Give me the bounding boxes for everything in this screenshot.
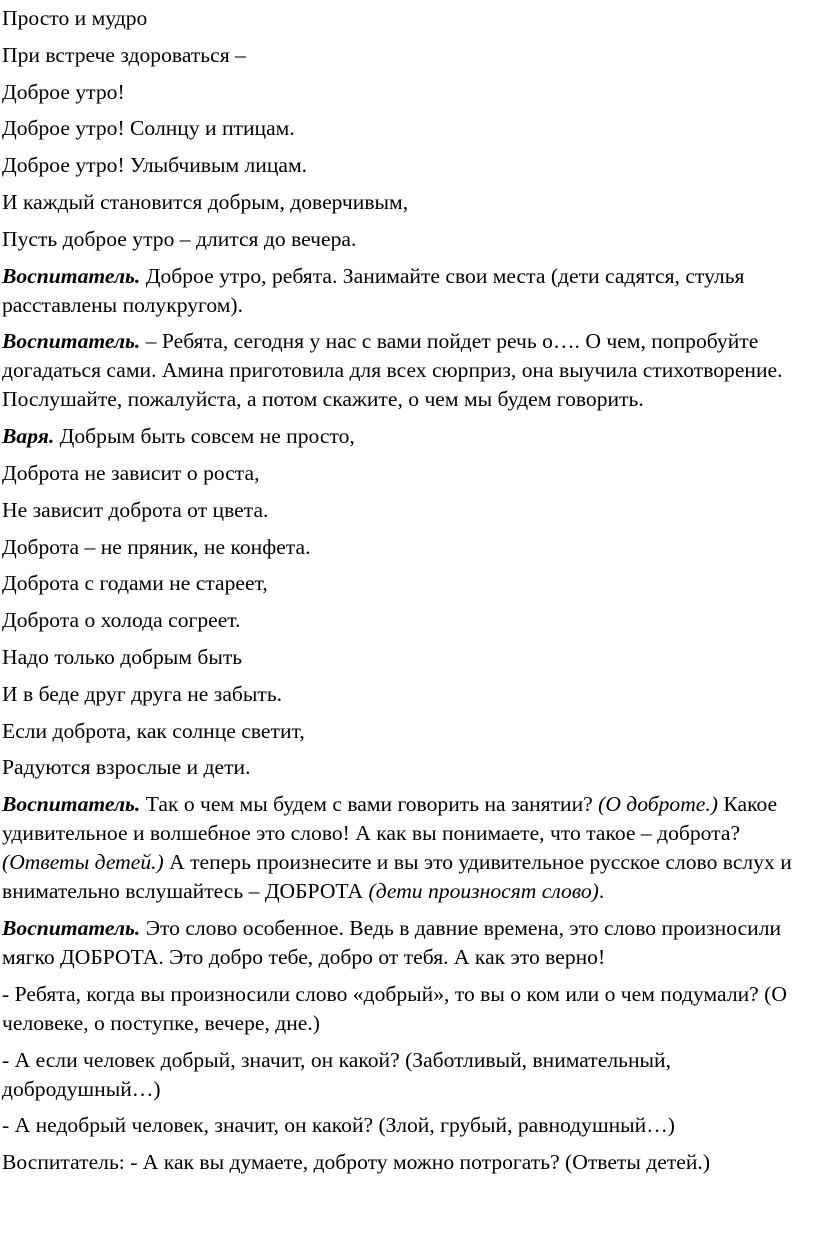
poem-line: И в беде друг друга не забыть. [2, 681, 283, 706]
poem-line: Радуются взрослые и дети. [2, 755, 251, 780]
paragraph-text: А теперь произнесите и вы это удивительное русское слово вслух и внимательно вслушайтесь – ДОБРОТА [2, 850, 792, 904]
varya-poem-first-line [2, 422, 814, 451]
poem-line: Если доброта, как солнце светит, [2, 718, 305, 743]
question-line: - А если человек добрый, значит, он какой? (Заботливый, внимательный, добродушный…) [2, 1047, 671, 1101]
paragraph-text: Это слово особенное. Ведь в давние времена, это слово произносили мягко ДОБРОТА. Это добро тебе, добро от тебя. А как это верно! [2, 915, 782, 969]
poem-line: Не зависит доброта от цвета. [2, 497, 269, 522]
teacher-paragraph-1 [2, 262, 814, 320]
speaker-label: Воспитатель. [2, 329, 141, 354]
poem-line: При встрече здороваться – [2, 42, 246, 67]
speaker-label: Воспитатель. [2, 263, 141, 288]
poem-line: Пусть доброе утро – длится до вечера. [2, 226, 357, 251]
teacher-paragraph-2 [2, 327, 814, 414]
answer-note: (О доброте.) [598, 792, 718, 817]
document-page [2, 4, 814, 1185]
speaker-label: Варя. [2, 424, 55, 449]
question-line: - Ребята, когда вы произносили слово «добрый», то вы о ком или о чем подумали? (О человеке, о поступке, вечере, дне.) [2, 981, 787, 1035]
teacher-paragraph-4 [2, 914, 814, 972]
answer-note: (дети произносят слово) [368, 879, 599, 904]
teacher-paragraph-3 [2, 790, 814, 906]
poem-line: Доброта – не пряник, не конфета. [2, 534, 311, 559]
poem-line: Доброе утро! [2, 79, 125, 104]
paragraph-text: . [598, 879, 605, 904]
poem-line: Доброта с годами не стареет, [2, 571, 268, 596]
question-line: Воспитатель: - А как вы думаете, доброту можно потрогать? (Ответы детей.) [2, 1150, 711, 1175]
poem-text: Добрым быть совсем не просто, [54, 424, 355, 449]
poem-line: Доброе утро! Улыбчивым лицам. [2, 153, 308, 178]
speaker-label: Воспитатель. [2, 792, 141, 817]
paragraph-text: Так о чем мы будем с вами говорить на занятии? [140, 792, 599, 817]
poem-line: Доброта о холода согреет. [2, 608, 241, 633]
poem-line: Просто и мудро [2, 6, 148, 30]
paragraph-text: – Ребята, сегодня у нас с вами пойдет речь о…. О чем, попробуйте догадаться сами. Амина приготовила для всех сюрприз, она выучила стихотворение. Послушайте, пожалуйста, а потом скажите, о чем мы будем говорить. [2, 329, 783, 412]
poem-line: Доброе утро! Солнцу и птицам. [2, 116, 295, 141]
speaker-label: Воспитатель. [2, 915, 141, 940]
poem-line: Надо только добрым быть [2, 644, 243, 669]
answer-note: (Ответы детей.) [2, 850, 164, 875]
poem-line: И каждый становится добрым, доверчивым, [2, 189, 409, 214]
question-line: - А недобрый человек, значит, он какой? (Злой, грубый, равнодушный…) [2, 1113, 675, 1138]
paragraph-text: Доброе утро, ребята. Занимайте свои места (дети садятся, стулья расставлены полукругом). [2, 263, 745, 317]
paragraph-text: Какое удивительное и волшебное это слово! А как вы понимаете, что такое – доброта? [2, 792, 778, 846]
poem-line: Доброта не зависит о роста, [2, 460, 260, 485]
